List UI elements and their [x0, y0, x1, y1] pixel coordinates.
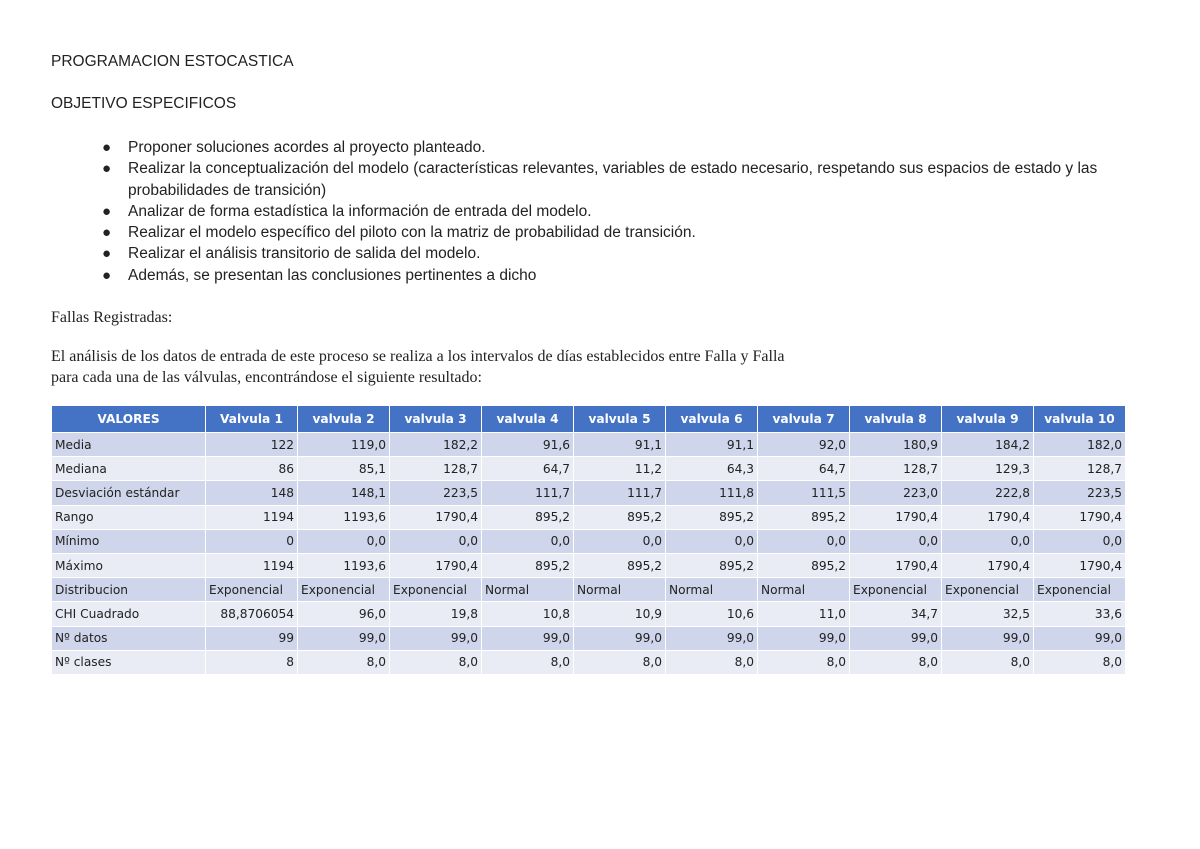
table-cell: 99,0 [1034, 626, 1126, 650]
table-cell: 8,0 [666, 650, 758, 674]
objective-item [51, 201, 1131, 222]
document-title: PROGRAMACION ESTOCASTICA [51, 53, 294, 70]
table-cell: 99,0 [942, 626, 1034, 650]
table-cell: Normal [758, 578, 850, 602]
table-cell: 92,0 [758, 433, 850, 457]
row-label-cell: Nº clases [52, 650, 206, 674]
table-cell: Exponencial [1034, 578, 1126, 602]
table-cell: 88,8706054 [206, 602, 298, 626]
table-cell: 128,7 [1034, 457, 1126, 481]
row-label-cell: Mediana [52, 457, 206, 481]
bullet-icon: ● [102, 266, 112, 284]
table-cell: 1790,4 [390, 553, 482, 577]
table-cell: 1790,4 [390, 505, 482, 529]
table-cell: 148 [206, 481, 298, 505]
column-header: valvula 7 [758, 406, 850, 433]
column-header: valvula 6 [666, 406, 758, 433]
table-cell: 182,0 [1034, 433, 1126, 457]
table-cell: 11,0 [758, 602, 850, 626]
table-cell: 64,7 [758, 457, 850, 481]
table-body [52, 433, 1126, 675]
objective-text: Realizar el análisis transitorio de salida del modelo. [128, 245, 481, 263]
table-cell: 1194 [206, 553, 298, 577]
paragraph-line: El análisis de los datos de entrada de este proceso se realiza a los intervalos de días establecidos entre Falla y Falla [51, 348, 785, 365]
table-cell: 99,0 [298, 626, 390, 650]
table-row [52, 481, 1126, 505]
table-row [52, 626, 1126, 650]
table-cell: Exponencial [390, 578, 482, 602]
table-cell: 1790,4 [1034, 505, 1126, 529]
bullet-icon: ● [102, 202, 112, 220]
table-row [52, 602, 1126, 626]
table-cell: 1790,4 [942, 505, 1034, 529]
column-header: valvula 2 [298, 406, 390, 433]
table-cell: 91,1 [574, 433, 666, 457]
table-cell: 1790,4 [850, 553, 942, 577]
table-cell: Exponencial [850, 578, 942, 602]
column-header: valvula 5 [574, 406, 666, 433]
table-cell: Normal [482, 578, 574, 602]
table-cell: 99 [206, 626, 298, 650]
table-cell: 119,0 [298, 433, 390, 457]
table-cell: 99,0 [850, 626, 942, 650]
table-cell: 8,0 [574, 650, 666, 674]
table-cell: 8,0 [298, 650, 390, 674]
row-label-cell: Distribucion [52, 578, 206, 602]
table-cell: 182,2 [390, 433, 482, 457]
valve-stats-table [51, 405, 1126, 675]
table-cell: 99,0 [574, 626, 666, 650]
table-cell: 1193,6 [298, 553, 390, 577]
table-cell: 0,0 [850, 529, 942, 553]
table-cell: Exponencial [298, 578, 390, 602]
table-cell: 0,0 [1034, 529, 1126, 553]
table-cell: 128,7 [390, 457, 482, 481]
table-cell: 0,0 [390, 529, 482, 553]
intro-paragraph [51, 346, 951, 388]
column-header: valvula 9 [942, 406, 1034, 433]
table-cell: 8,0 [1034, 650, 1126, 674]
table-cell: 223,5 [1034, 481, 1126, 505]
table-cell: 8,0 [482, 650, 574, 674]
table-cell: 0,0 [758, 529, 850, 553]
column-header: valvula 8 [850, 406, 942, 433]
table-cell: 99,0 [482, 626, 574, 650]
table-cell: 10,6 [666, 602, 758, 626]
column-header: Valvula 1 [206, 406, 298, 433]
table-cell: 99,0 [666, 626, 758, 650]
objective-text: Analizar de forma estadística la información de entrada del modelo. [128, 202, 592, 220]
table-cell: 10,8 [482, 602, 574, 626]
table-cell: 8,0 [758, 650, 850, 674]
table-cell: 34,7 [850, 602, 942, 626]
table-cell: 64,3 [666, 457, 758, 481]
table-cell: 895,2 [574, 553, 666, 577]
row-label-cell: Media [52, 433, 206, 457]
column-header: valvula 10 [1034, 406, 1126, 433]
table-row [52, 529, 1126, 553]
table-cell: 895,2 [482, 553, 574, 577]
bullet-icon: ● [102, 160, 112, 178]
table-cell: 1193,6 [298, 505, 390, 529]
table-cell: 129,3 [942, 457, 1034, 481]
table-cell: 122 [206, 433, 298, 457]
table-cell: 11,2 [574, 457, 666, 481]
bullet-icon: ● [102, 139, 112, 156]
table-cell: 895,2 [666, 505, 758, 529]
table-row [52, 650, 1126, 674]
table-cell: 148,1 [298, 481, 390, 505]
row-label-cell: Nº datos [52, 626, 206, 650]
objective-item [51, 158, 1131, 201]
table-cell: Normal [666, 578, 758, 602]
table-cell: 895,2 [666, 553, 758, 577]
table-cell: 0,0 [482, 529, 574, 553]
table-cell: 19,8 [390, 602, 482, 626]
column-header: valvula 3 [390, 406, 482, 433]
table-cell: 10,9 [574, 602, 666, 626]
row-label-cell: Rango [52, 505, 206, 529]
row-label-cell: Desviación estándar [52, 481, 206, 505]
objective-item [51, 243, 1131, 264]
objective-item [51, 222, 1131, 243]
table-cell: 895,2 [758, 505, 850, 529]
table-cell: 85,1 [298, 457, 390, 481]
table-cell: 895,2 [758, 553, 850, 577]
table-cell: 0 [206, 529, 298, 553]
objectives-list [51, 137, 1131, 286]
table-cell: 99,0 [758, 626, 850, 650]
table-cell: 96,0 [298, 602, 390, 626]
table-cell: 1790,4 [850, 505, 942, 529]
table-cell: 1790,4 [942, 553, 1034, 577]
table-cell: 86 [206, 457, 298, 481]
bullet-icon: ● [102, 245, 112, 263]
table-cell: 0,0 [666, 529, 758, 553]
table-cell: 0,0 [298, 529, 390, 553]
table-cell: 99,0 [390, 626, 482, 650]
table-cell: 222,8 [942, 481, 1034, 505]
table-cell: 223,5 [390, 481, 482, 505]
objective-item [51, 265, 1131, 286]
table-cell: Normal [574, 578, 666, 602]
table-cell: 33,6 [1034, 602, 1126, 626]
objectives-heading: OBJETIVO ESPECIFICOS [51, 95, 237, 112]
objective-item [51, 137, 1131, 158]
table-cell: 8,0 [850, 650, 942, 674]
table-row [52, 433, 1126, 457]
table-cell: 223,0 [850, 481, 942, 505]
table-cell: 111,7 [574, 481, 666, 505]
table-cell: 0,0 [942, 529, 1034, 553]
table-cell: 111,7 [482, 481, 574, 505]
table-cell: 111,8 [666, 481, 758, 505]
table-cell: 180,9 [850, 433, 942, 457]
objective-text: Además, se presentan las conclusiones pertinentes a dicho [128, 266, 537, 284]
row-label-cell: Máximo [52, 553, 206, 577]
column-header: VALORES [52, 406, 206, 433]
column-header: valvula 4 [482, 406, 574, 433]
table-header-row [52, 406, 1126, 433]
table-cell: 128,7 [850, 457, 942, 481]
table-row [52, 553, 1126, 577]
table-cell: 8,0 [390, 650, 482, 674]
objective-text: Realizar la conceptualización del modelo (características relevantes, variables de estado necesario, respetando sus espacios de estado y las probabilidades de transición) [128, 160, 1098, 199]
table-cell: Exponencial [942, 578, 1034, 602]
section-heading: Fallas Registradas: [51, 309, 173, 326]
row-label-cell: CHI Cuadrado [52, 602, 206, 626]
table-cell: 1194 [206, 505, 298, 529]
table-cell: 8 [206, 650, 298, 674]
table-cell: 91,6 [482, 433, 574, 457]
row-label-cell: Mínimo [52, 529, 206, 553]
table-cell: 895,2 [482, 505, 574, 529]
objective-text: Realizar el modelo específico del piloto con la matriz de probabilidad de transición. [128, 224, 696, 242]
paragraph-line: para cada una de las válvulas, encontrándose el siguiente resultado: [51, 369, 482, 386]
table-row [52, 505, 1126, 529]
table-cell: 895,2 [574, 505, 666, 529]
table-cell: 8,0 [942, 650, 1034, 674]
table-cell: 0,0 [574, 529, 666, 553]
table-cell: 64,7 [482, 457, 574, 481]
table-cell: 32,5 [942, 602, 1034, 626]
objective-text: Proponer soluciones acordes al proyecto planteado. [128, 139, 486, 156]
table-row [52, 457, 1126, 481]
bullet-icon: ● [102, 224, 112, 242]
table-cell: 1790,4 [1034, 553, 1126, 577]
table-cell: 91,1 [666, 433, 758, 457]
table-row [52, 578, 1126, 602]
table-cell: Exponencial [206, 578, 298, 602]
table-cell: 184,2 [942, 433, 1034, 457]
table-cell: 111,5 [758, 481, 850, 505]
